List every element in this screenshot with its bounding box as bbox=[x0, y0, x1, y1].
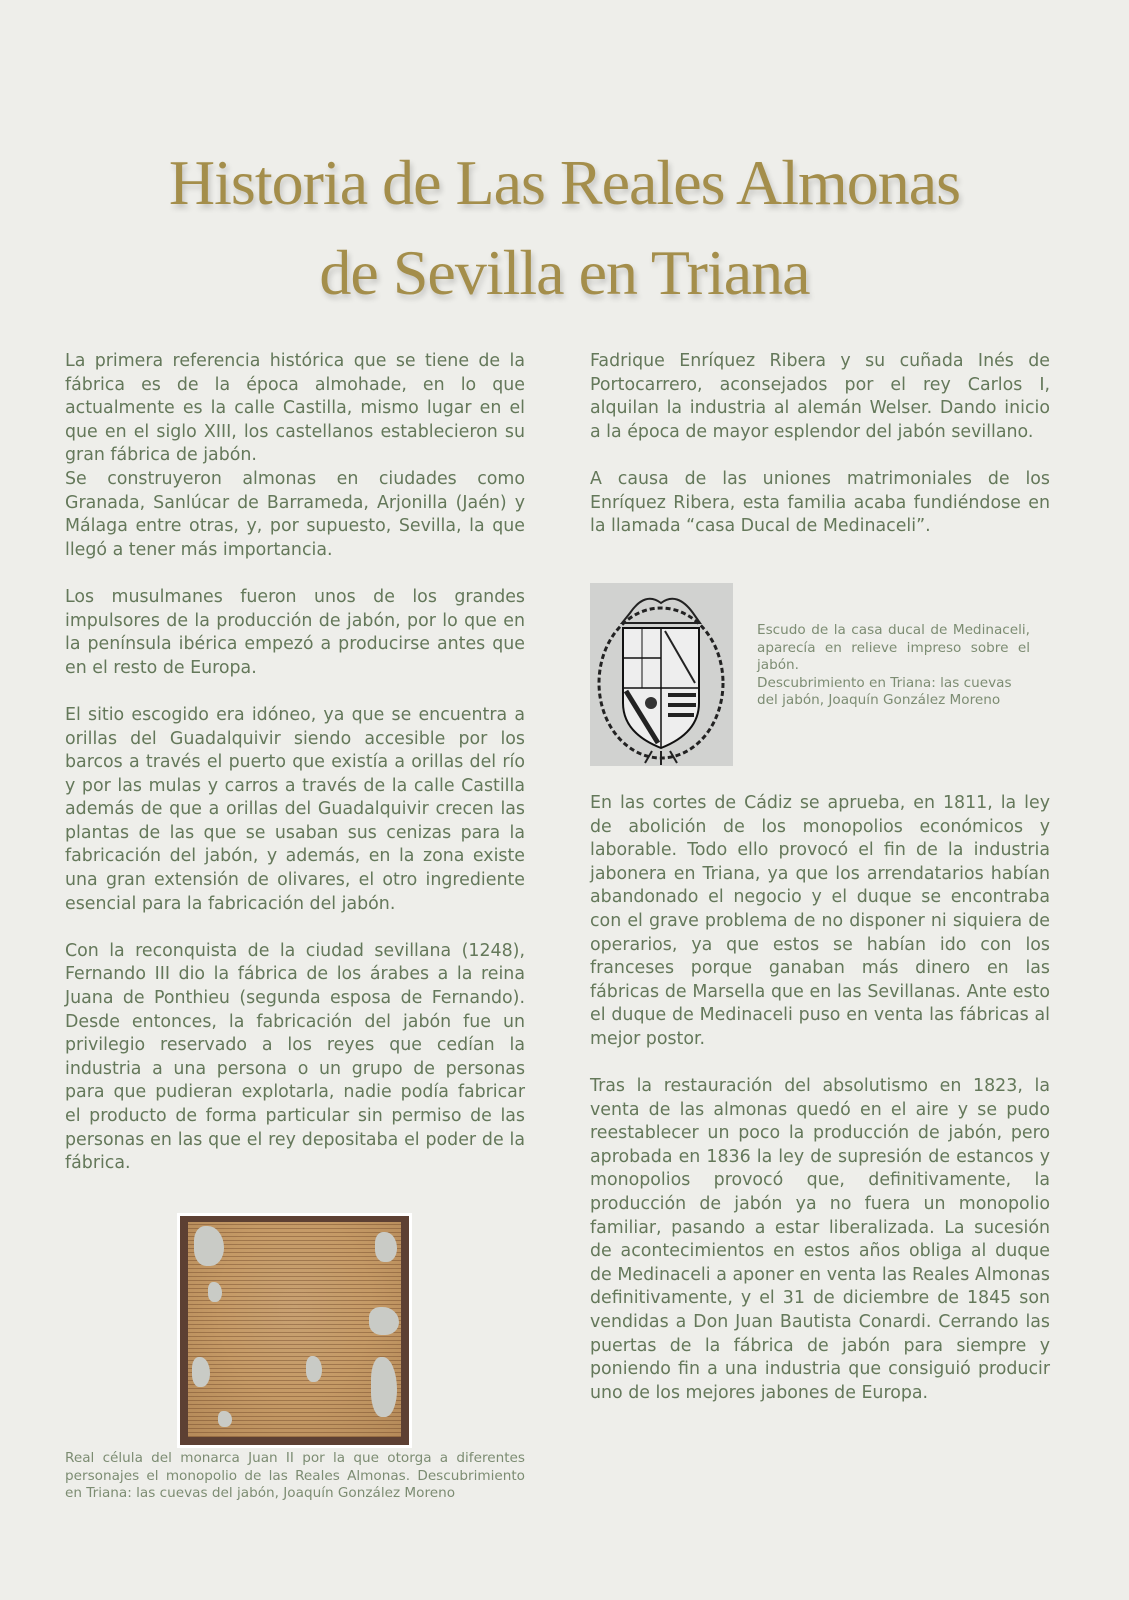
paragraph: En las cortes de Cádiz se aprueba, en 1811, la ley de abolición de los monopolios económicos y laborable. Todo ello provocó el fin de la industria jabonera en Triana, ya que los arrendatarios habían abandonado el negocio y el duque se encontraba con el grave problema de no disponer ni siquiera de operarios, ya que estos se habían ido con los franceses porque ganaban más dinero en las fábricas de Marsella que en las Sevillanas. Ante esto el duque de Medinaceli puso en venta las fábricas al mejor postor. bbox=[590, 793, 1050, 1049]
paragraph: Los musulmanes fueron unos de los grandes impulsores de la producción de jabón, por lo que en la península ibérica empezó a producirse antes que en el resto de Europa. bbox=[65, 586, 525, 678]
paragraph: Tras la restauración del absolutismo en 1823, la venta de las almonas quedó en el aire y se pudo reestablecer un poco la producción de jabón, pero aprobada en 1836 la ley de supresión de estancos y monopolios provocó que, definitivamente, la producción de jabón ya no fuera un monopolio familiar, pasando a estar liberalizada. La sucesión de acontecimientos en estos años obliga al duque de Medinaceli a aponer en venta las Reales Almonas definitivamente, y el 31 de diciembre de 1845 son vendidas a Don Juan Bautista Conardi. Cerrando las puertas de la fábrica de jabón para siempre y poniendo fin a una industria que consiguió producir uno de los mejores jabones de Europa. bbox=[590, 1076, 1050, 1403]
right-column-bottom bbox=[590, 792, 1050, 1052]
left-column bbox=[65, 350, 525, 1176]
title-line-1: Historia de Las Reales Almonas bbox=[168, 147, 961, 218]
coat-of-arms-image bbox=[590, 583, 733, 766]
paragraph: La primera referencia histórica que se tiene de la fábrica es de la época almohade, en lo que actualmente es la calle Castilla, mismo lugar en el que en el siglo XIII, los castellanos establecieron su gran fábrica de jabón. bbox=[65, 351, 525, 466]
caption-line-1: Escudo de la casa ducal de Medinaceli, aparecía en relieve impreso sobre el jabón. bbox=[757, 622, 1030, 674]
caption-line-2: Descubrimiento en Triana: las cuevas del jabón, Joaquín González Moreno bbox=[757, 674, 1012, 709]
page-title bbox=[0, 138, 1129, 318]
royal-document-image bbox=[177, 1213, 412, 1448]
paragraph: A causa de las uniones matrimoniales de los Enríquez Ribera, esta familia acaba fundiéndose en la llamada “casa Ducal de Medinaceli”. bbox=[590, 468, 1050, 537]
paragraph: Con la reconquista de la ciudad sevillana (1248), Fernando III dio la fábrica de los árabes a la reina Juana de Ponthieu (segunda esposa de Fernando). Desde entonces, la fabricación del jabón fue un privilegio reservado a los reyes que cedían la industria a una persona o un grupo de personas para que pudieran explotarla, nadie podía fabricar el producto de forma particular sin permiso de las personas en las que el rey depositaba el poder de la fábrica. bbox=[65, 940, 525, 1174]
royal-document-caption: Real célula del monarca Juan II por la que otorga a diferentes personajes el monopolio de las Reales Almonas. Descubrimiento en Triana: las cuevas del jabón, Joaquín González Moreno bbox=[65, 1450, 525, 1502]
right-column-top bbox=[590, 350, 1050, 539]
right-column-bottom-2 bbox=[590, 1075, 1050, 1405]
paragraph: El sitio escogido era idóneo, ya que se encuentra a orillas del Guadalquivir siendo accesible por los barcos a través el puerto que existía a orillas del río y por las mulas y carros a través de la calle Castilla además de que a orillas del Guadalquivir crecen las plantas de las que se usaban sus cenizas para la fabricación del jabón, y además, en la zona existe una gran extensión de olivares, el otro ingrediente esencial para la fabricación del jabón. bbox=[65, 704, 525, 914]
title-line-2: de Sevilla en Triana bbox=[319, 237, 810, 308]
paragraph: Fadrique Enríquez Ribera y su cuñada Inés de Portocarrero, aconsejados por el rey Carlos I, alquilan la industria al alemán Welser. Dando inicio a la época de mayor esplendor del jabón sevillano. bbox=[590, 351, 1050, 442]
paragraph: Se construyeron almonas en ciudades como Granada, Sanlúcar de Barrameda, Arjonilla (Jaén) y Málaga entre otras, y, por supuesto, Sevilla, la que llegó a tener más importancia. bbox=[65, 468, 525, 560]
coat-of-arms-caption bbox=[757, 622, 1030, 710]
